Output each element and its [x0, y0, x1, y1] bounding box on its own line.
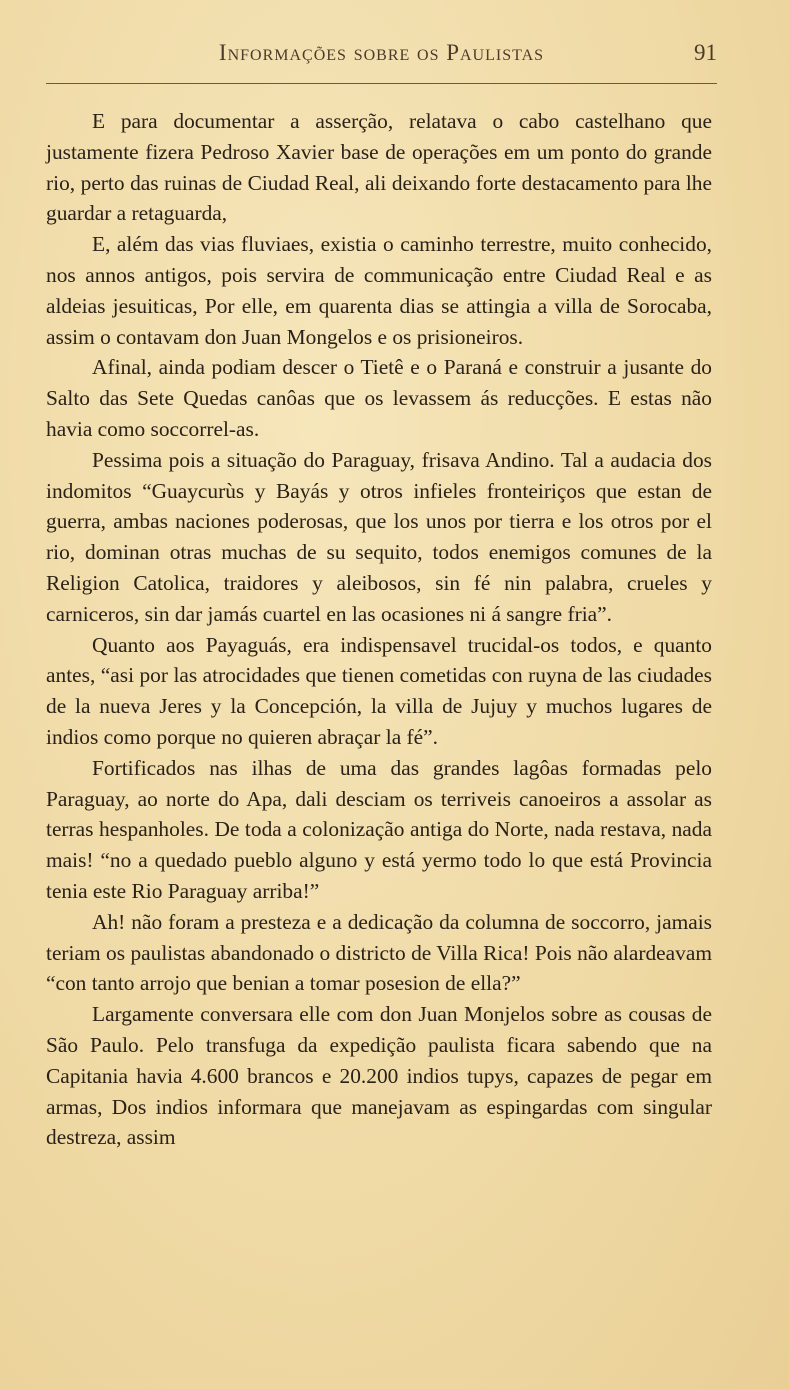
paragraph: Fortificados nas ilhas de uma das grandes lagôas formadas pelo Paraguay, ao norte do Apa, dali desciam os terriveis canoeiros a assolar as terras hespanholes. De toda a colonização antiga do Norte, nada restava, nada mais! “no a quedado pueblo alguno y está yermo todo lo que está Provincia tenia este Rio Paraguay arriba!”: [46, 755, 712, 903]
paragraph: E, além das vias fluviaes, existia o caminho terrestre, muito conhecido, nos annos antigos, pois servira de communicação entre Ciudad Real e as aldeias jesuiticas, Por elle, em quarenta dias se attingia a villa de Sorocaba, assim o contavam don Juan Mongelos e os prisioneiros.: [46, 232, 712, 349]
page-number: 91: [694, 40, 717, 65]
paragraph: Largamente conversara elle com don Juan Monjelos sobre as cousas de São Paulo. Pelo transfuga da expedição paulista ficara sabendo que na Capitania havia 4.600 brancos e 20.200 indios tupys, capazes de pegar em armas, Dos indios informara que manejavam as espingardas com singular destreza, assim: [46, 1002, 712, 1150]
paragraph: Quanto aos Payaguás, era indispensavel trucidal-os todos, e quanto antes, “asi por las atrocidades que tienen cometidas con ruyna de las ciudades de la nueva Jeres y la Concepción, la villa de Jujuy y muchos lugares de indios como porque no quieren abraçar la fé”.: [46, 632, 712, 749]
paragraph: E para documentar a asserção, relatava o cabo castelhano que justamente fizera Pedroso Xavier base de operações em um ponto do grande rio, perto das ruinas de Ciudad Real, ali deixando forte destacamento para lhe guardar a retaguarda,: [46, 109, 712, 226]
paragraph: Afinal, ainda podiam descer o Tietê e o Paraná e construir a jusante do Salto das Sete Quedas canôas que os levassem ás reducções. E estas não havia como soccorrel-as.: [46, 355, 712, 441]
header-title: Informações sobre os Paulistas: [218, 40, 545, 65]
paragraph: Ah! não foram a presteza e a dedicação da columna de soccorro, jamais teriam os paulistas abandonado o districto de Villa Rica! Pois não alardeavam “con tanto arrojo que benian a tomar posesion de ella?”: [46, 909, 712, 996]
body-text: [46, 106, 712, 1153]
running-header: [46, 40, 717, 76]
paragraph: Pessima pois a situação do Paraguay, frisava Andino. Tal a audacia dos indomitos “Guaycurùs y Bayás y otros infieles fronteiriços que estan de guerra, ambas naciones poderosas, que los unos por tierra e los otros por el rio, dominan otras muchas de su sequito, todos enemigos comunes de la Religion Catolica, traidores y aleibosos, sin fé nin palabra, crueles y carniceros, sin dar jamás cuartel en las ocasiones ni á sangre fria”.: [46, 447, 712, 626]
header-rule: [46, 83, 717, 84]
